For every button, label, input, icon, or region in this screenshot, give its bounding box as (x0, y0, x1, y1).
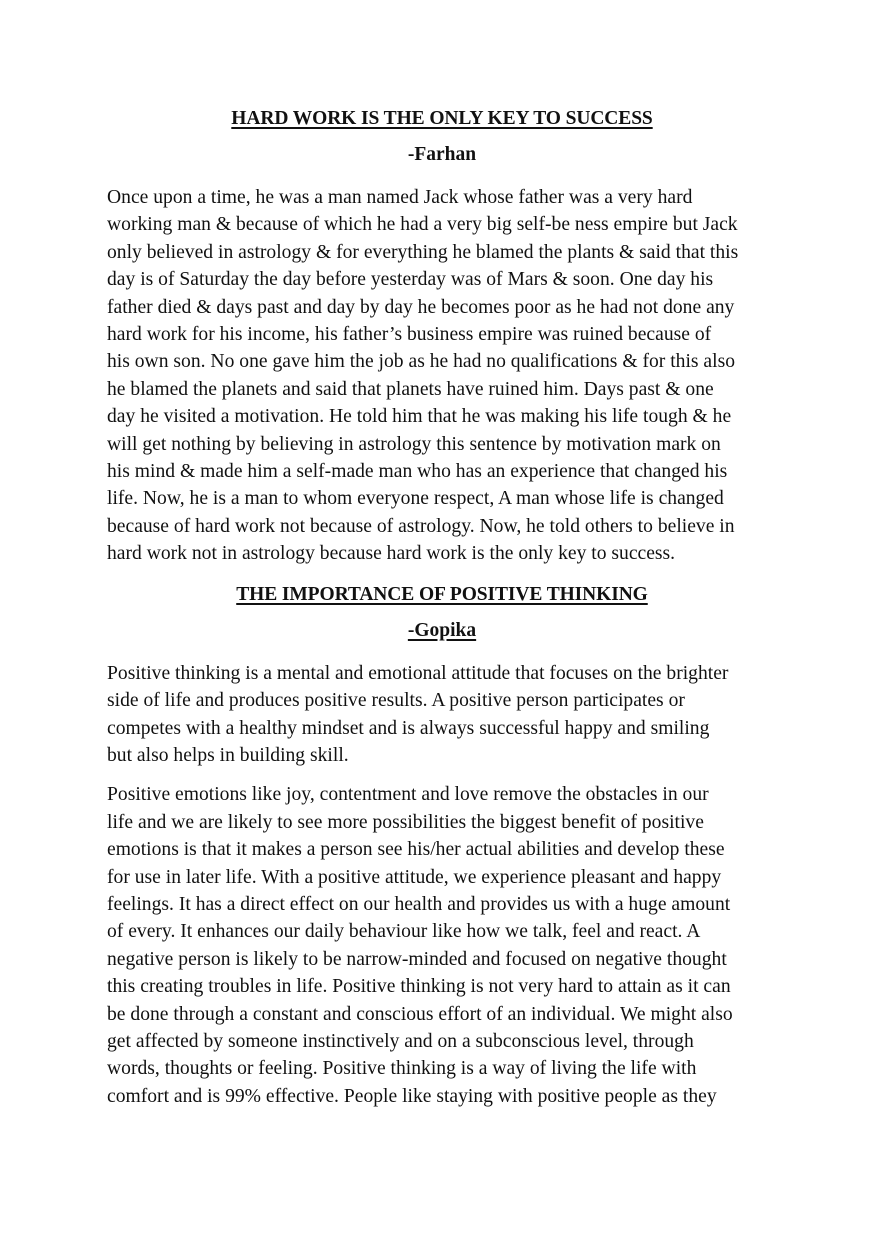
text-line: his mind & made him a self-made man who has an experience that changed his (107, 461, 728, 483)
text-line: his own son. No one gave him the job as he had no qualifications & for this also (107, 351, 735, 373)
essay-author: -Gopika (407, 619, 477, 641)
text-line: life and we are likely to see more possibilities the biggest benefit of positive (107, 811, 704, 833)
essay-paragraph (107, 184, 777, 568)
text-line: Positive thinking is a mental and emotional attitude that focuses on the brighter (107, 662, 729, 684)
text-line: Once upon a time, he was a man named Jack whose father was a very hard (107, 187, 693, 208)
document-page (107, 104, 777, 1110)
text-line: words, thoughts or feeling. Positive thinking is a way of living the life with (107, 1058, 697, 1080)
text-line: feelings. It has a direct effect on our health and provides us with a huge amount (107, 893, 731, 915)
text-line: competes with a healthy mindset and is always successful happy and smiling (107, 717, 710, 739)
text-line: hard work for his income, his father’s business empire was ruined because of (107, 324, 712, 346)
text-line: he blamed the planets and said that planets have ruined him. Days past & one (107, 378, 714, 400)
text-line: but also helps in building skill. (107, 744, 349, 766)
text-line: hard work not in astrology because hard work is the only key to success. (107, 543, 676, 565)
essay-paragraph (107, 660, 777, 770)
text-line: side of life and produces positive results. A positive person participates or (107, 690, 685, 712)
text-line: be done through a constant and conscious effort of an individual. We might also (107, 1003, 733, 1025)
text-line: working man & because of which he had a very big self-be ness empire but Jack (107, 214, 738, 236)
text-line: for use in later life. With a positive attitude, we experience pleasant and happy (107, 866, 722, 888)
text-line: will get nothing by believing in astrology this sentence by motivation mark on (107, 433, 721, 455)
essay-paragraph (107, 781, 777, 1110)
text-line: this creating troubles in life. Positive thinking is not very hard to attain as it can (107, 976, 731, 998)
essay-author: -Farhan (407, 144, 477, 165)
essay-title: THE IMPORTANCE OF POSITIVE THINKING (236, 583, 648, 605)
essay-title: HARD WORK IS THE ONLY KEY TO SUCCESS (231, 108, 653, 129)
text-line: only believed in astrology & for everything he blamed the plants & said that this (107, 241, 739, 263)
essay-hard-work (107, 104, 777, 568)
text-line: Positive emotions like joy, contentment and love remove the obstacles in our (107, 784, 709, 806)
text-line: day is of Saturday the day before yesterday was of Mars & soon. One day his (107, 269, 714, 291)
text-line: negative person is likely to be narrow-minded and focused on negative thought (107, 948, 727, 970)
text-line: day he visited a motivation. He told him that he was making his life tough & he (107, 406, 732, 428)
text-line: emotions is that it makes a person see his/her actual abilities and develop these (107, 839, 725, 861)
text-line: get affected by someone instinctively and on a subconscious level, through (107, 1030, 694, 1052)
essay-positive-thinking (107, 580, 777, 1111)
text-line: father died & days past and day by day he becomes poor as he had not done any (107, 296, 735, 318)
text-line: of every. It enhances our daily behaviour like how we talk, feel and react. A (107, 921, 701, 943)
text-line: because of hard work not because of astrology. Now, he told others to believe in (107, 515, 735, 537)
text-line: comfort and is 99% effective. People like staying with positive people as they (107, 1085, 717, 1107)
text-line: life. Now, he is a man to whom everyone respect, A man whose life is changed (107, 488, 724, 510)
